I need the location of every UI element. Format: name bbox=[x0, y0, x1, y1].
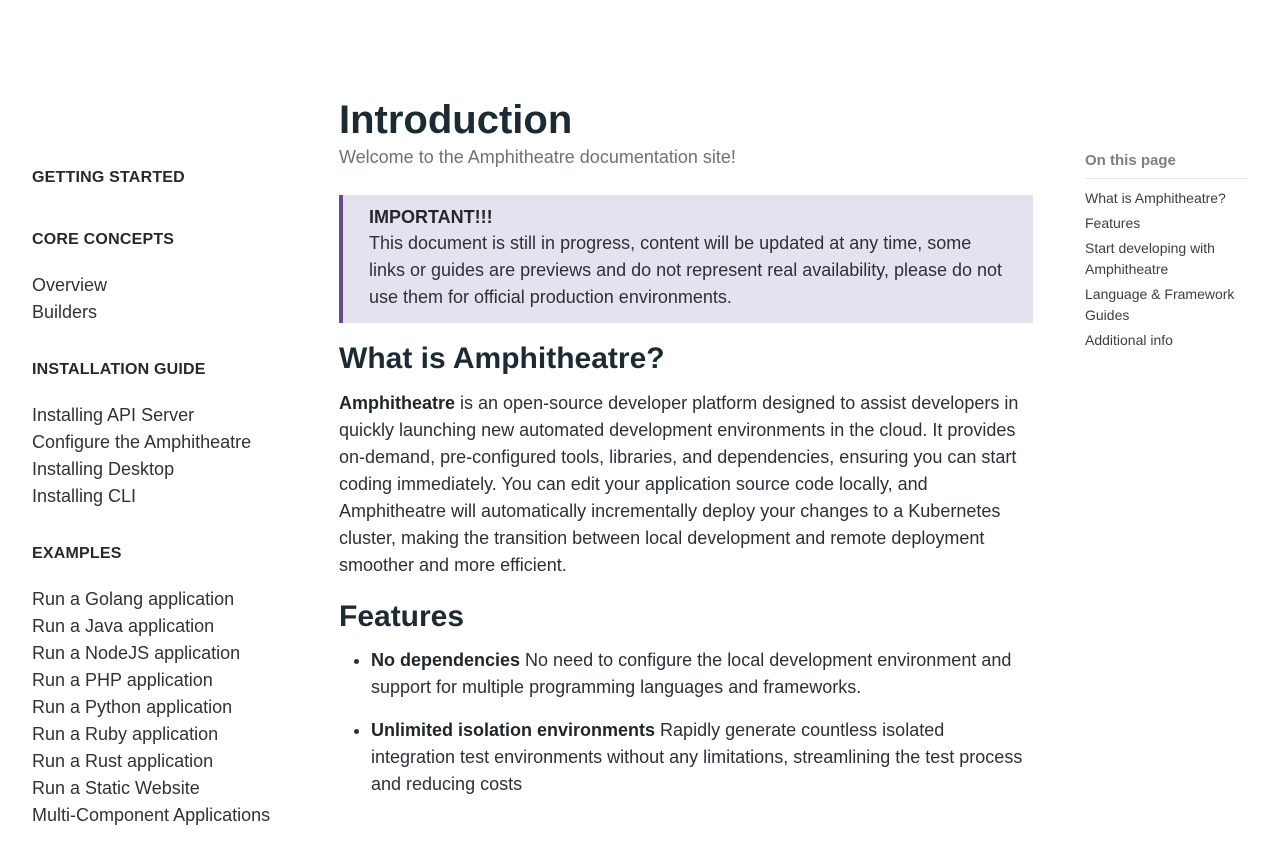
main-content bbox=[339, 96, 1033, 814]
toc-list bbox=[1085, 188, 1248, 351]
product-name: Amphitheatre bbox=[339, 393, 456, 413]
what-is-paragraph bbox=[339, 390, 1033, 579]
sidebar-section-title[interactable]: CORE CONCEPTS bbox=[32, 231, 175, 248]
sidebar-item-rust[interactable]: Run a Rust application bbox=[32, 751, 214, 771]
page-title: Introduction bbox=[339, 98, 573, 142]
section-heading-what-is: What is Amphitheatre? bbox=[339, 342, 665, 375]
sidebar-section-examples bbox=[32, 544, 292, 829]
toc-item-start-developing[interactable]: Start developing with Amphitheatre bbox=[1085, 240, 1215, 277]
sidebar-item-installing-api-server[interactable]: Installing API Server bbox=[32, 405, 195, 425]
sidebar-item-builders[interactable]: Builders bbox=[32, 302, 98, 322]
sidebar-item-overview[interactable]: Overview bbox=[32, 275, 108, 295]
feature-text: Rapidly generate countless isolated integration test environments without any limitations, streamlining the test process and reducing costs bbox=[371, 720, 1023, 794]
list-item bbox=[371, 717, 1033, 798]
sidebar-item-nodejs[interactable]: Run a NodeJS application bbox=[32, 643, 241, 663]
section-heading-features: Features bbox=[339, 600, 465, 633]
feature-title: No dependencies bbox=[371, 650, 521, 670]
features-list bbox=[339, 647, 1033, 798]
toc-title: On this page bbox=[1085, 152, 1248, 179]
sidebar-item-php[interactable]: Run a PHP application bbox=[32, 670, 213, 690]
toc-item-features[interactable]: Features bbox=[1085, 215, 1141, 231]
list-item bbox=[371, 647, 1033, 701]
sidebar-item-multi-component[interactable]: Multi-Component Applications bbox=[32, 805, 271, 825]
sidebar-item-java[interactable]: Run a Java application bbox=[32, 616, 215, 636]
callout-title: IMPORTANT!!! bbox=[369, 207, 493, 227]
sidebar-section-installation-guide bbox=[32, 360, 292, 510]
sidebar-section-title[interactable]: GETTING STARTED bbox=[32, 169, 185, 186]
sidebar-section-core-concepts bbox=[32, 230, 292, 326]
callout-body: This document is still in progress, content will be updated at any time, some links or guides are previews and do not represent real availability, please do not use them for official production environments. bbox=[369, 233, 1003, 307]
sidebar-item-installing-cli[interactable]: Installing CLI bbox=[32, 486, 137, 506]
sidebar-item-configure-amphitheatre[interactable]: Configure the Amphitheatre bbox=[32, 432, 252, 452]
sidebar-item-ruby[interactable]: Run a Ruby application bbox=[32, 724, 219, 744]
toc-item-additional-info[interactable]: Additional info bbox=[1085, 332, 1173, 348]
sidebar-item-python[interactable]: Run a Python application bbox=[32, 697, 233, 717]
what-is-text: is an open-source developer platform designed to assist developers in quickly launching new automated development environments in the cloud. It provides on-demand, pre-configured tools, libraries, and dependencies, ensuring you can start coding immediately. You can edit your application source code locally, and Amphitheatre will automatically incrementally deploy your changes to a Kubernetes cluster, making the transition between local development and remote deployment smoother and more efficient. bbox=[339, 393, 1019, 575]
sidebar-section-title[interactable]: INSTALLATION GUIDE bbox=[32, 361, 206, 378]
docs-sidebar bbox=[32, 168, 292, 863]
on-this-page bbox=[1085, 152, 1248, 355]
toc-item-what-is[interactable]: What is Amphitheatre? bbox=[1085, 190, 1226, 206]
sidebar-item-installing-desktop[interactable]: Installing Desktop bbox=[32, 459, 175, 479]
toc-item-language-guides[interactable]: Language & Framework Guides bbox=[1085, 286, 1235, 323]
feature-text: No need to configure the local development environment and support for multiple programming languages and frameworks. bbox=[371, 650, 1012, 697]
page-subtitle: Welcome to the Amphitheatre documentation site! bbox=[339, 147, 736, 167]
sidebar-item-golang[interactable]: Run a Golang application bbox=[32, 589, 235, 609]
sidebar-item-static-website[interactable]: Run a Static Website bbox=[32, 778, 200, 798]
feature-title: Unlimited isolation environments bbox=[371, 720, 656, 740]
sidebar-section-getting-started bbox=[32, 168, 292, 188]
sidebar-section-title[interactable]: EXAMPLES bbox=[32, 545, 122, 562]
important-callout bbox=[339, 195, 1033, 323]
